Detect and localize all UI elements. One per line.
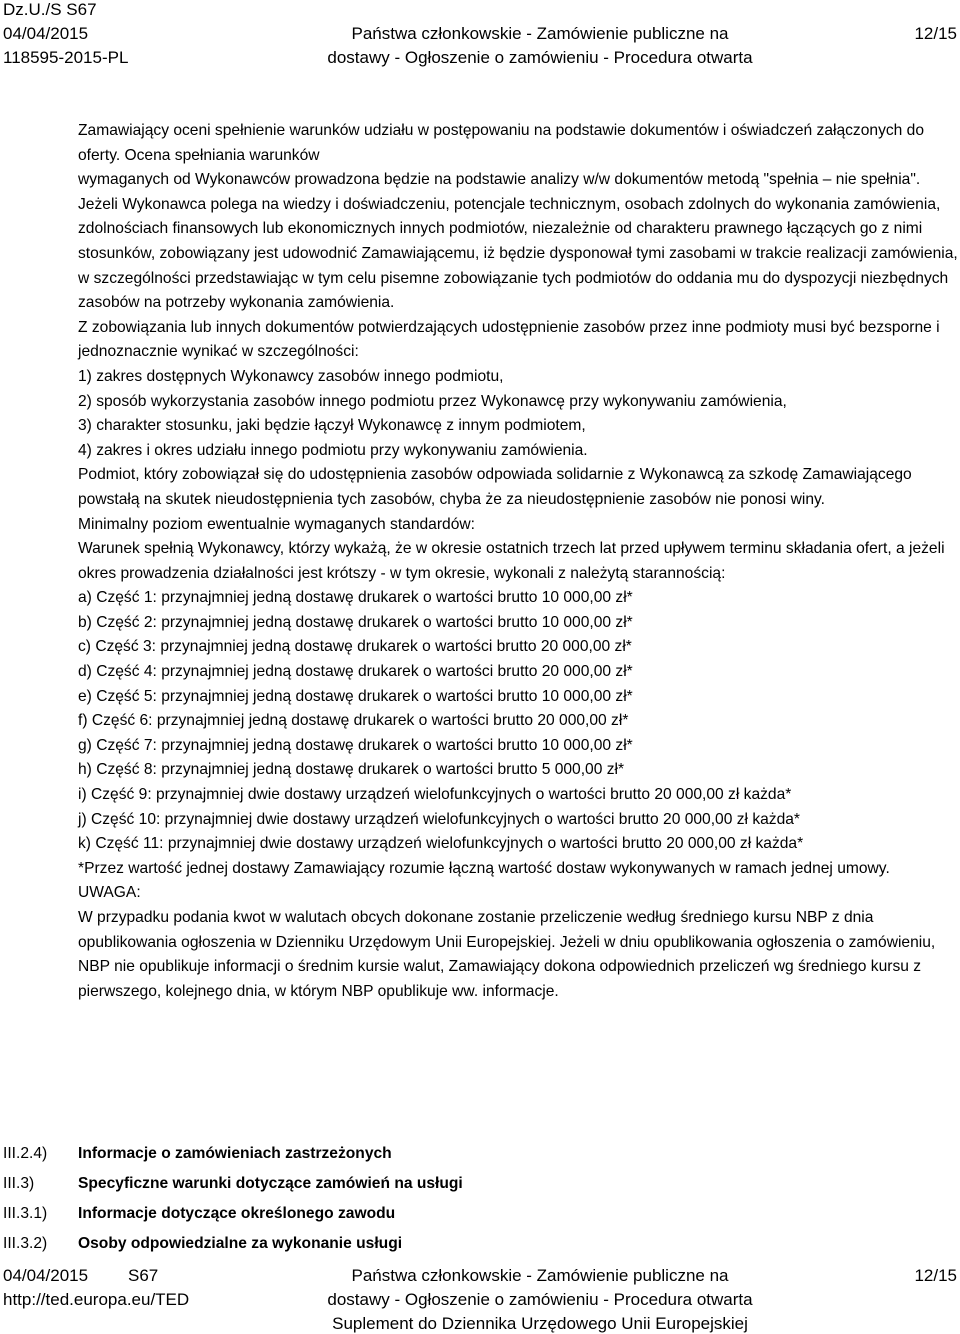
- header-title-line1: Państwa członkowskie - Zamówienie publiczne na: [351, 24, 729, 43]
- footer-title-line2: dostawy - Ogłoszenie o zamówieniu - Procedura otwarta: [327, 1290, 753, 1309]
- header-date: 04/04/2015: [3, 24, 89, 43]
- section-number: III.2.4): [3, 1145, 48, 1162]
- section-title: Informacje dotyczące określonego zawodu: [78, 1205, 396, 1222]
- section-number: III.3): [3, 1175, 35, 1192]
- footer-page-number: 12/15: [914, 1266, 957, 1285]
- list-item: b) Część 2: przynajmniej jedną dostawę drukarek o wartości brutto 10 000,00 zł*: [78, 613, 633, 631]
- list-item: 3) charakter stosunku, jaki będzie łączył Wykonawcę z innym podmiotem,: [78, 417, 586, 435]
- list-item: a) Część 1: przynajmniej jedną dostawę drukarek o wartości brutto 10 000,00 zł*: [78, 589, 633, 607]
- paragraph: *Przez wartość jednej dostawy Zamawiający rozumie łączną wartość dostaw wykonywanych w ramach jednej umowy.: [78, 859, 890, 877]
- list-item: k) Część 11: przynajmniej dwie dostawy urządzeń wielofunkcyjnych o wartości brutto 20 000,00 zł każda*: [78, 835, 804, 853]
- section-title: Specyficzne warunki dotyczące zamówień na usługi: [78, 1175, 463, 1192]
- footer-url[interactable]: http://ted.europa.eu/TED: [3, 1290, 190, 1309]
- paragraph: wymaganych od Wykonawców prowadzona będzie na podstawie analizy w/w dokumentów metodą "spełnia – nie spełnia".: [78, 171, 921, 189]
- paragraph: Warunek spełnią Wykonawcy, którzy wykażą, że w okresie ostatnich trzech lat przed upływem terminu składania ofert, a jeżeli okres prowadzenia działalności jest krótszy - w tym okresie, wykonali z należytą starannością:: [78, 540, 945, 582]
- list-item: f) Część 6: przynajmniej jedną dostawę drukarek o wartości brutto 20 000,00 zł*: [78, 712, 629, 730]
- paragraph: UWAGA:: [78, 884, 141, 902]
- list-item: g) Część 7: przynajmniej jedną dostawę drukarek o wartości brutto 10 000,00 zł*: [78, 736, 633, 754]
- footer-title-line1: Państwa członkowskie - Zamówienie publiczne na: [351, 1266, 729, 1285]
- list-item: 1) zakres dostępnych Wykonawcy zasobów innego podmiotu,: [78, 367, 504, 385]
- footer-title-line3: Suplement do Dziennika Urzędowego Unii Europejskiej: [332, 1314, 748, 1333]
- footer-series: S67: [128, 1266, 159, 1285]
- footer-date: 04/04/2015: [3, 1266, 89, 1285]
- header-page-number: 12/15: [914, 24, 957, 43]
- list-item: i) Część 9: przynajmniej dwie dostawy urządzeń wielofunkcyjnych o wartości brutto 20 000,00 zł każda*: [78, 786, 792, 804]
- journal-ref: Dz.U./S S67: [3, 0, 97, 19]
- paragraph: Jeżeli Wykonawca polega na wiedzy i doświadczeniu, potencjale technicznym, osobach zdolnych do wykonania zamówienia, zdolnościach finansowych lub ekonomicznych innych podmiotów, niezależnie od charakteru prawnego łączących go z nimi stosunków, zobowiązany jest udowodnić Zamawiającemu, iż będzie dysponował tymi zasobami w trakcie realizacji zamówienia, w szczególności przedstawiając w tym celu pisemne zobowiązanie tych podmiotów do oddania mu do dyspozycji niezbędnych zasobów na potrzeby wykonania zamówienia.: [78, 195, 958, 312]
- section-title: Osoby odpowiedzialne za wykonanie usługi: [78, 1235, 403, 1252]
- list-item: e) Część 5: przynajmniej jedną dostawę drukarek o wartości brutto 10 000,00 zł*: [78, 687, 633, 705]
- paragraph: Z zobowiązania lub innych dokumentów potwierdzających udostępnienie zasobów przez inne podmioty musi być bezsporne i jednoznacznie wynikać w szczególności:: [78, 318, 940, 361]
- list-item: 2) sposób wykorzystania zasobów innego podmiotu przez Wykonawcę przy wykonywaniu zamówienia,: [78, 392, 787, 410]
- header-title-line2: dostawy - Ogłoszenie o zamówieniu - Procedura otwarta: [327, 48, 753, 67]
- paragraph: Zamawiający oceni spełnienie warunków udziału w postępowaniu na podstawie dokumentów i oświadczeń załączonych do oferty. Ocena spełniania warunków: [78, 122, 925, 164]
- list-item: d) Część 4: przynajmniej jedną dostawę drukarek o wartości brutto 20 000,00 zł*: [78, 663, 633, 681]
- section-title: Informacje o zamówieniach zastrzeżonych: [78, 1145, 392, 1162]
- document-id: 118595-2015-PL: [3, 48, 129, 67]
- paragraph: Podmiot, który zobowiązał się do udostępnienia zasobów odpowiada solidarnie z Wykonawcą za szkodę Zamawiającego powstałą na skutek nieudostępnienia tych zasobów, chyba że za nieudostępnienie zasobów nie ponosi winy.: [78, 466, 912, 508]
- list-item: 4) zakres i okres udziału innego podmiotu przy wykonywaniu zamówienia.: [78, 441, 588, 459]
- section-number: III.3.1): [3, 1205, 48, 1222]
- section-number: III.3.2): [3, 1235, 48, 1252]
- list-item: h) Część 8: przynajmniej jedną dostawę drukarek o wartości brutto 5 000,00 zł*: [78, 761, 625, 779]
- body-text: [78, 119, 958, 1004]
- list-item: c) Część 3: przynajmniej jedną dostawę drukarek o wartości brutto 20 000,00 zł*: [78, 638, 632, 656]
- list-item: j) Część 10: przynajmniej dwie dostawy urządzeń wielofunkcyjnych o wartości brutto 20 000,00 zł każda*: [78, 810, 800, 828]
- paragraph: Minimalny poziom ewentualnie wymaganych standardów:: [78, 515, 475, 533]
- paragraph: W przypadku podania kwot w walutach obcych dokonane zostanie przeliczenie według średniego kursu NBP z dnia opublikowania ogłoszenia w Dzienniku Urzędowym Unii Europejskiej. Jeżeli w dniu opublikowania ogłoszenia o zamówieniu, NBP nie opublikuje informacji o średnim kursie walut, Zamawiający dokona odpowiednich przeliczeń wg średniego kursu z pierwszego, kolejnego dnia, w którym NBP opublikuje ww. informacje.: [78, 909, 936, 1000]
